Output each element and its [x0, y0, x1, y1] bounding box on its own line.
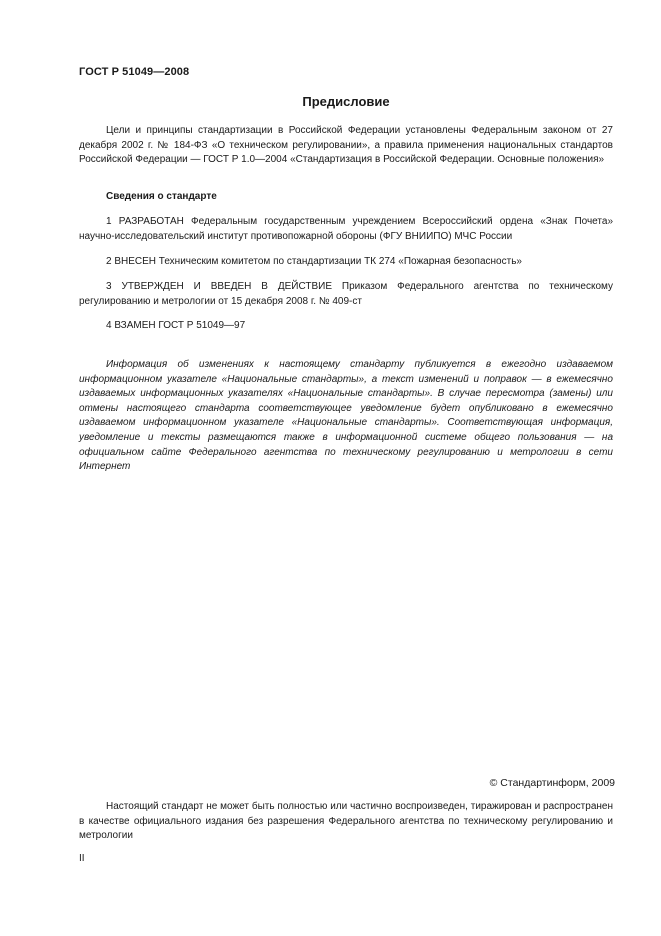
preface-title: Предисловие [302, 94, 390, 109]
copyright-notice: © Стандартинформ, 2009 [489, 777, 615, 789]
reproduction-notice-paragraph: Настоящий стандарт не может быть полностью или частично воспроизведен, тиражирован и распространен в качестве официального издания без разрешения Федерального агентства по техническому регулированию и метрологии [79, 801, 613, 842]
preface-intro-paragraph: Цели и принципы стандартизации в Российской Федерации установлены Федеральным законом от 27 декабря 2002 г. № 184-ФЗ «О техническом регулировании», а правила применения национальных стандартов Российской Федерации — ГОСТ Р 1.0—2004 «Стандартизация в Российской Федерации. Основные положения» [79, 125, 613, 166]
info-item-approved: 3 УТВЕРЖДЕН И ВВЕДЕН В ДЕЙСТВИЕ Приказом Федерального агентства по техническому регулированию и метрологии от 15 декабря 2008 г. № 409-ст [79, 281, 613, 307]
page-number: II [79, 853, 85, 864]
changes-notice-paragraph: Информация об изменениях к настоящему стандарту публикуется в ежегодно издаваемом информационном указателе «Национальные стандарты», а текст изменений и поправок — в ежемесячно издаваемых информационных указателях «Национальные стандарты». В случае пересмотра (замены) или отмены настоящего стандарта соответствующее уведомление будет опубликовано в ежемесячно издаваемом информационном указателе «Национальные стандарты». Соответствующая информация, уведомление и тексты размещаются также в информационной системе общего пользования — на официальном сайте Федерального агентства по техническому регулированию и метрологии в сети Интернет [79, 359, 613, 473]
document-code: ГОСТ Р 51049—2008 [79, 66, 190, 78]
info-item-submitted: 2 ВНЕСЕН Техническим комитетом по стандартизации ТК 274 «Пожарная безопасность» [106, 256, 522, 267]
standard-info-heading: Сведения о стандарте [106, 191, 217, 202]
info-item-replaces: 4 ВЗАМЕН ГОСТ Р 51049—97 [106, 320, 246, 331]
info-item-developed: 1 РАЗРАБОТАН Федеральным государственным учреждением Всероссийский ордена «Знак Почета» научно-исследовательский институт противопожарной обороны (ФГУ ВНИИПО) МЧС России [79, 216, 613, 242]
